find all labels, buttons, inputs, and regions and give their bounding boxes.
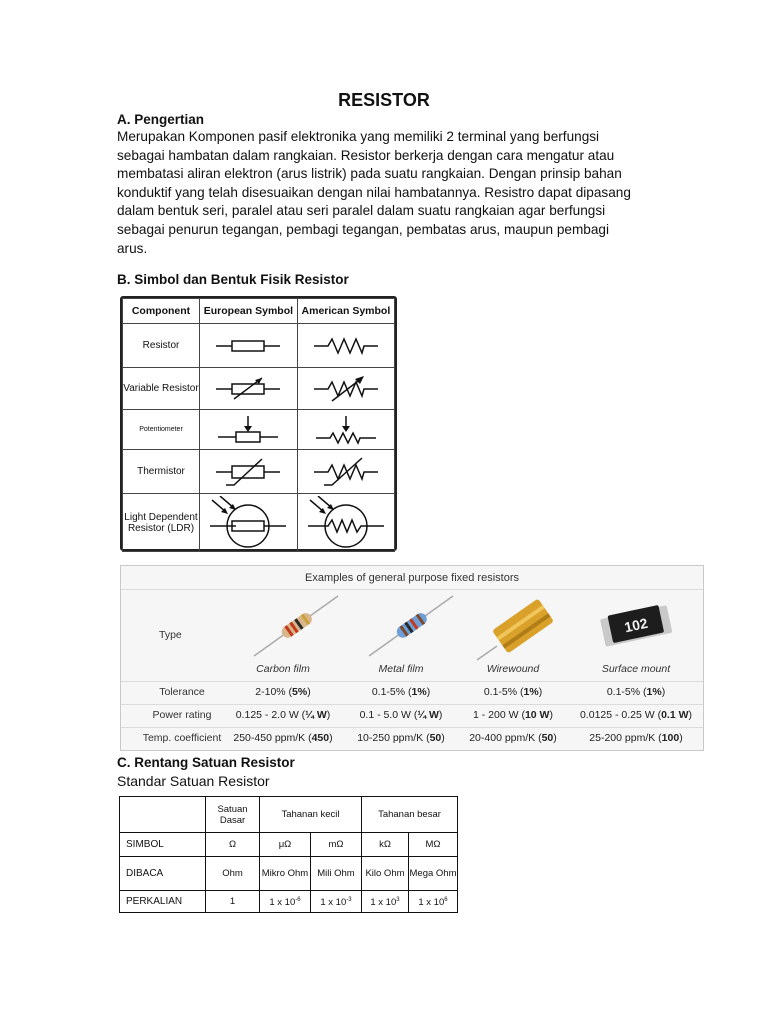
divider	[121, 704, 703, 705]
unit-table	[119, 796, 458, 913]
unit-cell: MΩ	[409, 833, 458, 857]
unit-cell: Mega Ohm	[409, 857, 458, 891]
european-variable-resistor-symbol	[200, 368, 298, 410]
page-title: RESISTOR	[338, 90, 430, 110]
section-a-paragraph	[117, 128, 652, 258]
unit-header-besar: Tahanan besar	[362, 797, 458, 833]
american-ldr-symbol	[297, 494, 394, 552]
type-name: Surface mount	[601, 663, 671, 675]
symbol-table-header: European Symbol	[200, 299, 298, 324]
temp-coefficient-value: 10-250 ppm/K (50)	[357, 732, 445, 744]
type-name: Wirewound	[486, 663, 540, 675]
wirewound-resistor-image	[473, 590, 573, 662]
paragraph-line: sebagai penurun tegangan, pembagi tegangan, pembatas arus, maupun pembagi	[117, 221, 610, 237]
unit-cell: μΩ	[260, 833, 311, 857]
temp-coefficient-value: 25-200 ppm/K (100)	[589, 732, 683, 744]
paragraph-line: konduktif yang telah disesuaikan dengan nilai hambatannya. Resistro dapat dipasang	[117, 184, 631, 200]
row-label: DIBACA	[120, 857, 206, 891]
american-thermistor-symbol	[297, 450, 394, 494]
european-thermistor-symbol	[200, 450, 298, 494]
unit-header-satuan: Satuan Dasar	[206, 797, 260, 833]
unit-cell: 1 x $10^{-3}$	[311, 891, 362, 913]
section-a-heading: A. Pengertian	[117, 112, 205, 127]
european-resistor-symbol	[200, 324, 298, 368]
tolerance-label: Tolerance	[159, 686, 205, 698]
component-name: Thermistor	[123, 450, 200, 494]
divider	[121, 727, 703, 728]
row-label: SIMBOL	[120, 833, 206, 857]
european-ldr-symbol	[200, 494, 298, 552]
section-c-subtitle: Standar Satuan Resistor	[117, 773, 270, 789]
type-name: Carbon film	[256, 663, 310, 675]
temp-coefficient-value: 20-400 ppm/K (50)	[469, 732, 557, 744]
tolerance-value: 0.1-5% (1%)	[371, 686, 431, 698]
surface-mount-resistor-image	[596, 600, 676, 650]
tolerance-value: 0.1-5% (1%)	[483, 686, 543, 698]
american-potentiometer-symbol	[297, 410, 394, 450]
unit-cell: Mikro Ohm	[260, 857, 311, 891]
carbon-film-resistor-image	[246, 590, 346, 662]
american-resistor-symbol	[297, 324, 394, 368]
tolerance-value: 2-10% (5%)	[255, 686, 311, 698]
unit-cell: Ohm	[206, 857, 260, 891]
unit-cell: Kilo Ohm	[362, 857, 409, 891]
unit-cell: mΩ	[311, 833, 362, 857]
unit-cell: Mili Ohm	[311, 857, 362, 891]
european-potentiometer-symbol	[200, 410, 298, 450]
paragraph-line: membatasi aliran elektron (arus listrik) pada suatu rangkaian. Dengan prinsip bahan	[117, 166, 622, 182]
section-c-heading: C. Rentang Satuan Resistor	[117, 755, 295, 770]
unit-cell: 1 x $10^{-6}$	[260, 891, 311, 913]
power-rating-value: 0.125 - 2.0 W (¼ W)	[235, 709, 331, 721]
component-name: Light Dependent Resistor (LDR)	[123, 494, 200, 552]
unit-cell: kΩ	[362, 833, 409, 857]
power-rating-label: Power rating	[152, 709, 212, 721]
american-variable-resistor-symbol	[297, 368, 394, 410]
symbol-table-header: American Symbol	[297, 299, 394, 324]
paragraph-line: arus.	[117, 240, 148, 256]
symbol-table	[120, 296, 397, 551]
tolerance-value: 0.1-5% (1%)	[606, 686, 666, 698]
component-name: Resistor	[123, 324, 200, 368]
paragraph-line: Merupakan Komponen pasif elektronika yang memiliki 2 terminal yang berfungsi	[117, 129, 600, 144]
paragraph-line: dalam bentuk seri, paralel atau seri paralel dalam suatu rangkaian agar berfungsi	[117, 203, 606, 219]
unit-header-kecil: Tahanan kecil	[260, 797, 362, 833]
unit-cell: 1 x $10^3$	[362, 891, 409, 913]
type-label: Type	[159, 629, 182, 641]
smd-marking: 102	[622, 614, 650, 636]
unit-cell: Ω	[206, 833, 260, 857]
divider	[121, 681, 703, 682]
section-b-heading: B. Simbol dan Bentuk Fisik Resistor	[117, 272, 349, 287]
power-rating-value: 1 - 200 W (10 W)	[473, 709, 553, 721]
unit-cell: 1 x $10^6$	[409, 891, 458, 913]
paragraph-line: sebagai hambatan dalam rangkaian. Resistor berkerja dengan cara mengatur atau	[117, 147, 615, 163]
component-name: Variable Resistor	[123, 368, 200, 410]
unit-cell: 1	[206, 891, 260, 913]
temp-coefficient-label: Temp. coefficient	[142, 732, 222, 744]
power-rating-value: 0.1 - 5.0 W (¼ W)	[359, 709, 443, 721]
metal-film-resistor-image	[361, 590, 461, 662]
blank-cell	[120, 797, 206, 833]
temp-coefficient-value: 250-450 ppm/K (450)	[233, 732, 333, 744]
type-name: Metal film	[378, 663, 424, 675]
fixed-resistor-examples	[120, 565, 704, 751]
row-label: PERKALIAN	[120, 891, 206, 913]
component-name: Potentiometer	[123, 410, 200, 450]
power-rating-value: 0.0125 - 0.25 W (0.1 W)	[579, 709, 693, 721]
fixed-examples-caption: Examples of general purpose fixed resistors	[305, 572, 519, 584]
symbol-table-header: Component	[123, 299, 200, 324]
